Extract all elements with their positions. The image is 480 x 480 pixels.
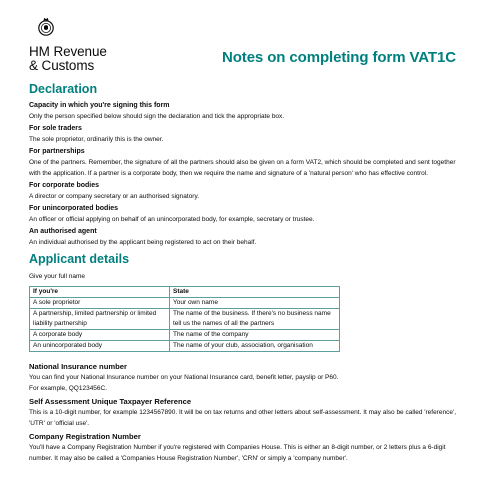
table-cell: Your own name xyxy=(170,298,340,309)
name-guidance-table xyxy=(29,286,340,352)
partnerships-text: One of the partners. Remember, the signature of all the partners should also be given on a form VAT2, which should be completed and sent together with the application. If a partner is a corporate body, then we require the name and signature of a 'natural person' who has effective control. xyxy=(29,159,456,177)
utr-text: This is a 10-digit number, for example 1234567890. It will be on tax returns and other letters about self-assessment. It may also be called 'reference', 'UTR' or 'official use'. xyxy=(29,409,457,427)
authorised-agent-title: An authorised agent xyxy=(29,228,97,235)
utr-title: Self Assessment Unique Taxpayer Reference xyxy=(29,397,192,406)
table-cell: An unincorporated body xyxy=(30,341,170,352)
applicant-intro: Give your full name xyxy=(29,273,85,280)
table-row xyxy=(30,298,340,309)
table-row xyxy=(30,309,340,330)
capacity-text: Only the person specified below should sign the declaration and tick the appropriate box. xyxy=(29,113,285,120)
table-cell: A partnership, limited partnership or limited liability partnership xyxy=(30,309,170,330)
partnerships-title: For partnerships xyxy=(29,148,85,155)
capacity-title: Capacity in which you're signing this form xyxy=(29,102,170,109)
sole-traders-text: The sole proprietor, ordinarily this is the owner. xyxy=(29,136,164,143)
table-cell: A corporate body xyxy=(30,330,170,341)
crn-title: Company Registration Number xyxy=(29,432,141,441)
table-cell: The name of your club, association, organisation xyxy=(170,341,340,352)
document-title: Notes on completing form VAT1C xyxy=(222,49,456,66)
table-header-cell: If you're xyxy=(30,287,170,298)
ni-number-text-2: For example, QQ123456C. xyxy=(29,385,108,392)
table-header-cell: State xyxy=(170,287,340,298)
org-name-line-1: HM Revenue xyxy=(29,44,107,59)
declaration-heading: Declaration xyxy=(29,82,98,96)
royal-crest-icon xyxy=(37,17,55,37)
unincorporated-bodies-title: For unincorporated bodies xyxy=(29,205,119,212)
ni-number-text-1: You can find your National Insurance number on your National Insurance card, benefit letter, payslip or P60. xyxy=(29,374,339,381)
corporate-bodies-title: For corporate bodies xyxy=(29,182,100,189)
table-cell: A sole proprietor xyxy=(30,298,170,309)
crn-text: You'll have a Company Registration Number if you're registered with Companies House. This is either an 8-digit number, or 2 letters plus a 6-digit number. It may also be called a 'Companies House Registration Number', 'CRN' or simply a 'company number'. xyxy=(29,444,446,462)
table-cell: The name of the company xyxy=(170,330,340,341)
table-header-row xyxy=(30,287,340,298)
ni-number-title: National Insurance number xyxy=(29,362,127,371)
table-cell: The name of the business. If there's no business name tell us the names of all the partners xyxy=(170,309,340,330)
table-row xyxy=(30,341,340,352)
sole-traders-title: For sole traders xyxy=(29,125,82,132)
document-content xyxy=(29,82,459,466)
corporate-bodies-text: A director or company secretary or an authorised signatory. xyxy=(29,193,200,200)
authorised-agent-text: An individual authorised by the applicant being registered to act on their behalf. xyxy=(29,239,257,246)
table-row xyxy=(30,330,340,341)
applicant-details-heading: Applicant details xyxy=(29,252,130,266)
hmrc-logo xyxy=(29,17,139,73)
unincorporated-bodies-text: An officer or official applying on behalf of an unincorporated body, for example, secretary or trustee. xyxy=(29,216,315,223)
org-name-line-2: & Customs xyxy=(29,58,95,73)
